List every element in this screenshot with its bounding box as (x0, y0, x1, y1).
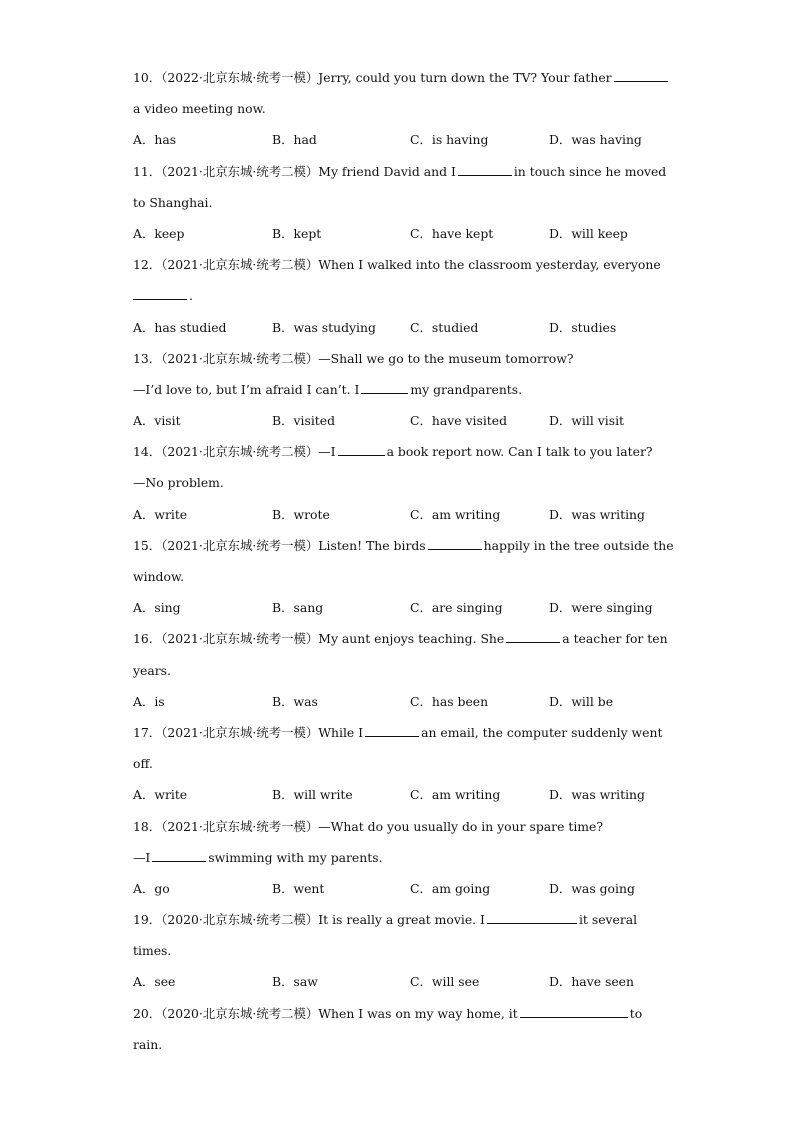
option-d[interactable]: D．was having (549, 132, 642, 148)
option-a[interactable]: A．write (133, 506, 188, 522)
question-12-stem-cont (133, 280, 663, 311)
question-16-text-post: a teacher for ten (562, 631, 668, 647)
option-b[interactable]: B．had (272, 132, 317, 148)
question-11-text-post: in touch since he moved (513, 163, 667, 179)
option-a[interactable]: A．has studied (133, 319, 227, 335)
question-19-stem-cont: times. (133, 943, 172, 959)
option-a[interactable]: A．keep (133, 225, 185, 241)
option-c[interactable]: C．will see (410, 974, 480, 990)
option-c[interactable]: C．have visited (410, 413, 508, 429)
question-19-options (133, 966, 663, 997)
option-c[interactable]: C．are singing (410, 600, 503, 616)
question-18-stem-cont (133, 842, 663, 873)
option-a[interactable]: A．go (133, 880, 170, 896)
question-11-stem (133, 156, 667, 187)
option-d[interactable]: D．was going (549, 880, 635, 896)
question-10-options (133, 124, 663, 155)
question-10-stem (133, 62, 663, 93)
question-20-stem (133, 998, 663, 1029)
answer-blank[interactable] (520, 1005, 628, 1018)
option-d[interactable]: D．were singing (549, 600, 653, 616)
option-a[interactable]: A．has (133, 132, 177, 148)
question-14-text-post: a book report now. Can I talk to you later? (386, 444, 653, 460)
answer-blank[interactable] (133, 287, 187, 300)
question-13-text: —I’d love to, but I’m afraid I can’t. I (133, 381, 360, 397)
option-b[interactable]: B．sang (272, 600, 324, 616)
option-b[interactable]: B．was (272, 693, 318, 709)
option-b[interactable]: B．kept (272, 225, 322, 241)
question-17-stem-cont: off. (133, 756, 153, 772)
answer-blank[interactable] (487, 911, 577, 924)
question-11-options (133, 218, 663, 249)
option-c[interactable]: C．have kept (410, 225, 494, 241)
option-c[interactable]: C．am writing (410, 787, 501, 803)
question-17-text: 17．（2021·北京东城·统考一模）While I (133, 724, 364, 740)
question-18-stem: 18．（2021·北京东城·统考一模）—What do you usually do in your spare time? (133, 818, 604, 834)
option-d[interactable]: D．was writing (549, 506, 645, 522)
question-11-stem-cont: to Shanghai. (133, 194, 213, 210)
option-b[interactable]: B．was studying (272, 319, 376, 335)
question-13-options (133, 405, 663, 436)
question-16-options (133, 686, 663, 717)
question-18-options (133, 873, 663, 904)
option-c[interactable]: C．am going (410, 880, 491, 896)
question-12-period: . (189, 288, 193, 304)
answer-blank[interactable] (338, 443, 385, 456)
question-15-options (133, 592, 663, 623)
option-a[interactable]: A．is (133, 693, 165, 709)
option-b[interactable]: B．wrote (272, 506, 330, 522)
question-17-options (133, 779, 663, 810)
option-c[interactable]: C．studied (410, 319, 479, 335)
question-16-stem (133, 623, 668, 654)
option-b[interactable]: B．saw (272, 974, 318, 990)
answer-blank[interactable] (361, 381, 408, 394)
question-13-text-post: my grandparents. (410, 381, 523, 397)
option-d[interactable]: D．studies (549, 319, 617, 335)
option-a[interactable]: A．see (133, 974, 176, 990)
question-15-stem (133, 530, 674, 561)
question-20-text: 20．（2020·北京东城·统考二模）When I was on my way home, it (133, 1005, 518, 1021)
question-16-stem-cont: years. (133, 662, 171, 678)
question-19-text-post: it several (578, 912, 638, 928)
option-a[interactable]: A．visit (133, 413, 181, 429)
answer-blank[interactable] (506, 630, 560, 643)
question-15-text: 15．（2021·北京东城·统考一模）Listen! The birds (133, 537, 426, 553)
option-d[interactable]: D．have seen (549, 974, 634, 990)
option-d[interactable]: D．will visit (549, 413, 625, 429)
question-18-text-post: swimming with my parents. (208, 849, 383, 865)
question-14-stem-cont: —No problem. (133, 475, 224, 491)
answer-blank[interactable] (428, 537, 482, 550)
question-11-text: 11．（2021·北京东城·统考二模）My friend David and I (133, 163, 456, 179)
question-list (133, 62, 674, 1060)
answer-blank[interactable] (458, 163, 512, 176)
question-19-stem (133, 904, 663, 935)
question-12-stem: 12．（2021·北京东城·统考二模）When I walked into the classroom yesterday, everyone (133, 257, 661, 273)
option-b[interactable]: B．visited (272, 413, 336, 429)
option-d[interactable]: D．will keep (549, 225, 628, 241)
option-a[interactable]: A．sing (133, 600, 181, 616)
option-c[interactable]: C．am writing (410, 506, 501, 522)
question-13-stem-cont (133, 374, 663, 405)
question-14-options (133, 499, 663, 530)
question-12-options (133, 312, 663, 343)
question-10-stem-cont: a video meeting now. (133, 101, 266, 117)
question-17-text-post: an email, the computer suddenly went (421, 724, 663, 740)
option-b[interactable]: B．will write (272, 787, 353, 803)
answer-blank[interactable] (365, 724, 419, 737)
answer-blank[interactable] (152, 849, 206, 862)
option-d[interactable]: D．was writing (549, 787, 645, 803)
question-16-text: 16．（2021·北京东城·统考一模）My aunt enjoys teaching. She (133, 631, 505, 647)
question-15-text-post: happily in the tree outside the (483, 537, 674, 553)
question-18-text: —I (133, 849, 151, 865)
question-10-text: 10．（2022·北京东城·统考一模）Jerry, could you turn down the TV? Your father (133, 70, 612, 85)
question-17-stem (133, 717, 663, 748)
question-19-text: 19．（2020·北京东城·统考二模）It is really a great movie. I (133, 912, 485, 928)
option-b[interactable]: B．went (272, 880, 325, 896)
question-15-stem-cont: window. (133, 569, 185, 584)
question-14-stem (133, 436, 663, 467)
option-c[interactable]: C．is having (410, 132, 489, 148)
answer-blank[interactable] (614, 69, 668, 82)
option-a[interactable]: A．write (133, 787, 188, 803)
question-13-stem: 13．（2021·北京东城·统考二模）—Shall we go to the museum tomorrow? (133, 350, 574, 366)
option-d[interactable]: D．will be (549, 693, 614, 709)
option-c[interactable]: C．has been (410, 693, 489, 709)
question-20-stem-cont: rain. (133, 1036, 163, 1052)
question-14-text: 14．（2021·北京东城·统考二模）—I (133, 444, 336, 460)
question-20-text-post: to (629, 1005, 643, 1021)
